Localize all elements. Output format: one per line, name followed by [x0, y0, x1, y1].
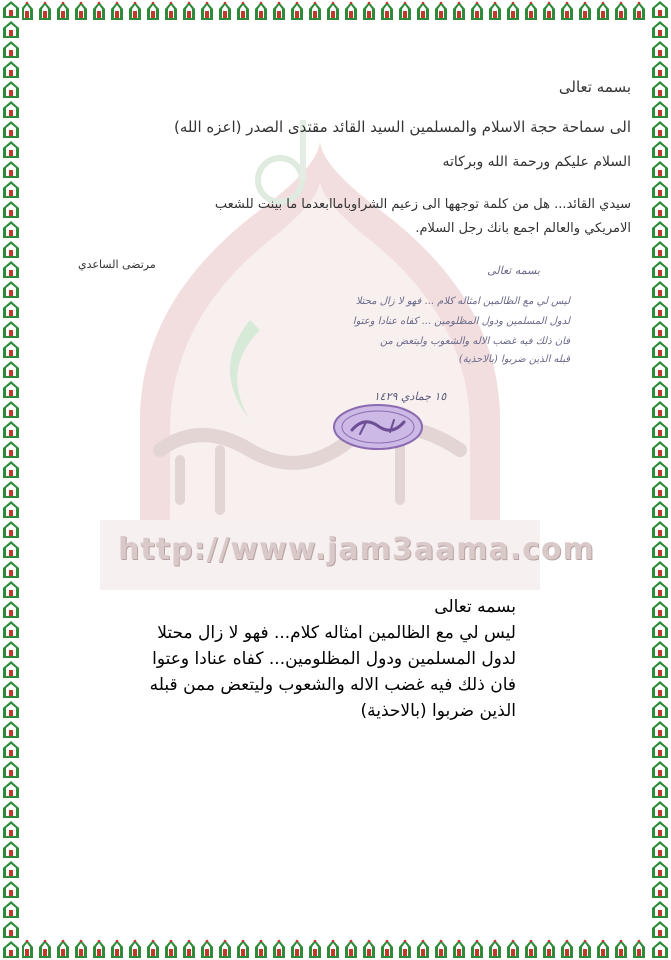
letter-body-line: سيدي القائد... هل من كلمة توجهها الى زعيم الشراوباماابعدما ما بينت للشعب: [214, 197, 631, 212]
seal-stamp-icon: [330, 402, 426, 452]
letter-body: [61, 193, 631, 241]
handwritten-line: ليس لي مع الظالمين امثاله كلام ... فهو لا زال محتلا: [355, 296, 570, 307]
reply-transcript: [86, 594, 516, 724]
watermark-url: http://www.jam3aama.com: [118, 532, 595, 567]
transcript-line: الذين ضربوا (بالاحذية): [360, 701, 516, 721]
handwritten-line: لدول المسلمين ودول المظلومين ... كفاه عنادا وعتوا: [352, 316, 570, 327]
transcript-line: فان ذلك فيه غضب الاله والشعوب وليتعض ممن قبله: [149, 675, 516, 695]
handwritten-reply-image: [240, 262, 580, 412]
border-bottom-pattern: [0, 938, 671, 960]
letter-signature: مرتضى الساعدي: [78, 258, 156, 271]
handwritten-date: ١٥ جمادي ١٤٢٩: [373, 390, 447, 403]
handwritten-line: قبله الذين ضربوا (بالاحذية): [458, 354, 570, 365]
letter-body-line: الامريكي والعالم اجمع بانك رجل السلام.: [415, 221, 631, 236]
handwritten-line: فان ذلك فيه غضب الاله والشعوب وليتعض من: [379, 336, 570, 347]
transcript-header: بسمه تعالى: [434, 597, 516, 617]
border-right-pattern: [649, 0, 671, 960]
handwritten-header: بسمه تعالى: [487, 264, 540, 277]
handwritten-reply: [240, 262, 580, 416]
letter-salutation: بسمه تعالى: [558, 78, 631, 96]
letter-addressee: الى سماحة حجة الاسلام والمسلمين السيد القائد مقتدى الصدر (اعزه الله): [174, 118, 631, 136]
transcript-line: ليس لي مع الظالمين امثاله كلام... فهو لا زال محتلا: [157, 623, 516, 643]
border-top-pattern: [0, 0, 671, 22]
letter-greeting: السلام عليكم ورحمة الله وبركاته: [442, 154, 631, 170]
transcript-line: لدول المسلمين ودول المظلومين... كفاه عنادا وعتوا: [152, 649, 516, 669]
border-left-pattern: [0, 0, 22, 960]
